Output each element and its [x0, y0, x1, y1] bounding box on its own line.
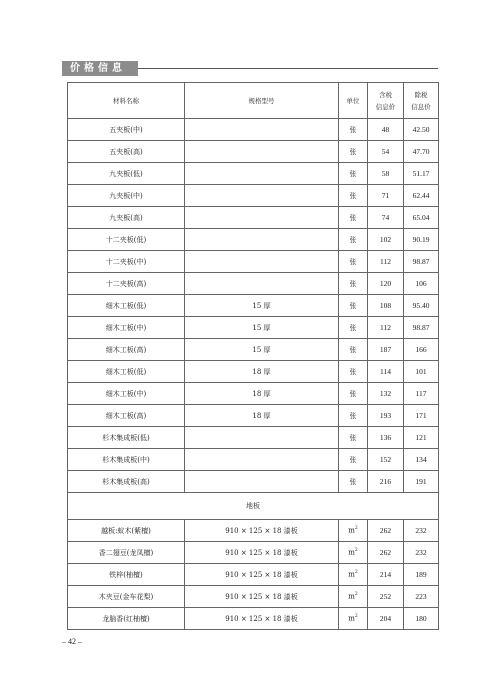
cell-unit [339, 608, 368, 630]
table-row [68, 295, 439, 317]
cell-spec [185, 141, 339, 163]
cell-tax-incl: 252 [368, 586, 404, 608]
cell-spec: 15 厚 [185, 339, 339, 361]
table-row [68, 608, 439, 630]
cell-name: 细木工板(中) [68, 317, 185, 339]
header-tax-excl [404, 83, 439, 119]
flooring-section-row [68, 493, 439, 520]
cell-tax-incl: 262 [368, 520, 404, 542]
table-row [68, 119, 439, 141]
cell-tax-excl: 134 [404, 449, 439, 471]
cell-name: 细木工板(低) [68, 295, 185, 317]
cell-tax-excl: 232 [404, 542, 439, 564]
cell-spec [185, 163, 339, 185]
cell-tax-incl: 114 [368, 361, 404, 383]
cell-spec: 18 厚 [185, 405, 339, 427]
cell-name: 杉木集成板(中) [68, 449, 185, 471]
cell-name: 越板:蚁木(紫檀) [68, 520, 185, 542]
table-row [68, 141, 439, 163]
cell-tax-excl: 90.19 [404, 229, 439, 251]
header-tax-incl-line1: 含税 [379, 90, 392, 99]
cell-name: 铁梓(柚檀) [68, 564, 185, 586]
header-name: 材料名称 [68, 83, 185, 119]
section-divider [138, 68, 438, 69]
cell-spec: 910 × 125 × 18 漆板 [185, 586, 339, 608]
cell-unit: 张 [339, 141, 368, 163]
cell-spec [185, 229, 339, 251]
cell-tax-excl: 232 [404, 520, 439, 542]
unit-base: m [348, 548, 355, 557]
cell-unit: 张 [339, 273, 368, 295]
cell-name: 细木工板(低) [68, 361, 185, 383]
cell-tax-incl: 214 [368, 564, 404, 586]
cell-name: 细木工板(高) [68, 405, 185, 427]
cell-spec [185, 251, 339, 273]
cell-tax-excl: 101 [404, 361, 439, 383]
cell-name: 香二翅豆(龙凤檀) [68, 542, 185, 564]
cell-spec [185, 119, 339, 141]
cell-name: 九夹板(中) [68, 185, 185, 207]
unit-sup: 2 [354, 548, 358, 554]
cell-unit [339, 542, 368, 564]
cell-unit: 张 [339, 185, 368, 207]
cell-tax-incl: 54 [368, 141, 404, 163]
cell-unit: 张 [339, 229, 368, 251]
cell-spec [185, 449, 339, 471]
cell-spec: 15 厚 [185, 295, 339, 317]
cell-name: 龙脑香(红柚檀) [68, 608, 185, 630]
table-row [68, 449, 439, 471]
cell-spec [185, 185, 339, 207]
cell-unit: 张 [339, 339, 368, 361]
cell-tax-excl: 106 [404, 273, 439, 295]
cell-unit: 张 [339, 295, 368, 317]
unit-base: m [348, 570, 355, 579]
header-tax-incl-line2: 信息价 [375, 102, 396, 111]
cell-tax-incl: 102 [368, 229, 404, 251]
cell-tax-excl: 189 [404, 564, 439, 586]
cell-spec [185, 207, 339, 229]
cell-spec [185, 471, 339, 493]
cell-tax-excl: 121 [404, 427, 439, 449]
cell-unit: 张 [339, 471, 368, 493]
cell-name: 细木工板(中) [68, 383, 185, 405]
unit-base: m [348, 614, 355, 623]
table-row [68, 163, 439, 185]
unit-sup: 2 [354, 592, 358, 598]
cell-tax-incl: 152 [368, 449, 404, 471]
section-title: 价格信息 [62, 61, 138, 76]
cell-tax-incl: 71 [368, 185, 404, 207]
unit-base: m [348, 592, 355, 601]
cell-tax-excl: 180 [404, 608, 439, 630]
cell-spec: 18 厚 [185, 361, 339, 383]
cell-name: 十二夹板(高) [68, 273, 185, 295]
cell-unit: 张 [339, 361, 368, 383]
cell-tax-incl: 204 [368, 608, 404, 630]
cell-spec [185, 273, 339, 295]
header-unit: 单位 [339, 83, 368, 119]
page-number: – 42 – [62, 637, 82, 646]
cell-tax-incl: 112 [368, 317, 404, 339]
cell-tax-incl: 120 [368, 273, 404, 295]
table-row [68, 361, 439, 383]
cell-tax-excl: 171 [404, 405, 439, 427]
cell-tax-incl: 216 [368, 471, 404, 493]
cell-unit: 张 [339, 449, 368, 471]
cell-unit [339, 564, 368, 586]
cell-tax-incl: 74 [368, 207, 404, 229]
cell-name: 五夹板(中) [68, 119, 185, 141]
unit-base: m [348, 526, 355, 535]
cell-name: 木夹豆(金车花梨) [68, 586, 185, 608]
cell-unit: 张 [339, 427, 368, 449]
cell-spec: 15 厚 [185, 317, 339, 339]
cell-unit: 张 [339, 207, 368, 229]
cell-spec: 910 × 125 × 18 漆板 [185, 608, 339, 630]
table-row [68, 317, 439, 339]
table-row [68, 542, 439, 564]
cell-tax-excl: 191 [404, 471, 439, 493]
cell-tax-excl: 117 [404, 383, 439, 405]
cell-name: 杉木集成板(高) [68, 471, 185, 493]
cell-unit: 张 [339, 317, 368, 339]
section-header [62, 61, 438, 76]
unit-sup: 2 [354, 526, 358, 532]
cell-spec: 18 厚 [185, 383, 339, 405]
cell-tax-incl: 48 [368, 119, 404, 141]
cell-tax-excl: 51.17 [404, 163, 439, 185]
cell-name: 十二夹板(中) [68, 251, 185, 273]
cell-name: 十二夹板(低) [68, 229, 185, 251]
cell-tax-incl: 112 [368, 251, 404, 273]
cell-tax-excl: 98.87 [404, 251, 439, 273]
table-row [68, 520, 439, 542]
cell-tax-incl: 58 [368, 163, 404, 185]
header-tax-incl [368, 83, 404, 119]
cell-tax-incl: 136 [368, 427, 404, 449]
table-row [68, 207, 439, 229]
table-row [68, 251, 439, 273]
unit-sup: 2 [354, 570, 358, 576]
cell-name: 九夹板(低) [68, 163, 185, 185]
cell-unit: 张 [339, 383, 368, 405]
cell-tax-excl: 95.40 [404, 295, 439, 317]
header-spec: 规格型号 [185, 83, 339, 119]
header-tax-excl-line2: 信息价 [411, 102, 431, 111]
cell-unit: 张 [339, 119, 368, 141]
cell-spec [185, 427, 339, 449]
unit-sup: 2 [354, 614, 358, 620]
table-row [68, 471, 439, 493]
cell-name: 九夹板(高) [68, 207, 185, 229]
cell-tax-excl: 65.04 [404, 207, 439, 229]
cell-spec: 910 × 125 × 18 漆板 [185, 542, 339, 564]
cell-tax-incl: 108 [368, 295, 404, 317]
table-header-row [68, 83, 439, 119]
table-row [68, 405, 439, 427]
table-row [68, 427, 439, 449]
table-row [68, 339, 439, 361]
cell-unit [339, 520, 368, 542]
cell-tax-excl: 47.70 [404, 141, 439, 163]
header-tax-excl-line1: 除税 [414, 90, 428, 99]
flooring-section-label: 地板 [68, 493, 439, 520]
price-table [67, 82, 439, 630]
cell-unit [339, 586, 368, 608]
cell-name: 杉木集成板(低) [68, 427, 185, 449]
cell-name: 细木工板(高) [68, 339, 185, 361]
cell-tax-excl: 62.44 [404, 185, 439, 207]
table-row [68, 586, 439, 608]
cell-tax-incl: 187 [368, 339, 404, 361]
cell-tax-excl: 223 [404, 586, 439, 608]
cell-spec: 910 × 125 × 18 漆板 [185, 520, 339, 542]
cell-tax-incl: 193 [368, 405, 404, 427]
cell-tax-excl: 166 [404, 339, 439, 361]
cell-unit: 张 [339, 251, 368, 273]
cell-tax-incl: 262 [368, 542, 404, 564]
cell-spec: 910 × 125 × 18 漆板 [185, 564, 339, 586]
cell-tax-excl: 42.50 [404, 119, 439, 141]
table-row [68, 229, 439, 251]
table-row [68, 273, 439, 295]
table-row [68, 185, 439, 207]
table-row [68, 564, 439, 586]
table-row [68, 383, 439, 405]
cell-tax-excl: 98.87 [404, 317, 439, 339]
cell-name: 五夹板(高) [68, 141, 185, 163]
cell-tax-incl: 132 [368, 383, 404, 405]
cell-unit: 张 [339, 405, 368, 427]
cell-unit: 张 [339, 163, 368, 185]
